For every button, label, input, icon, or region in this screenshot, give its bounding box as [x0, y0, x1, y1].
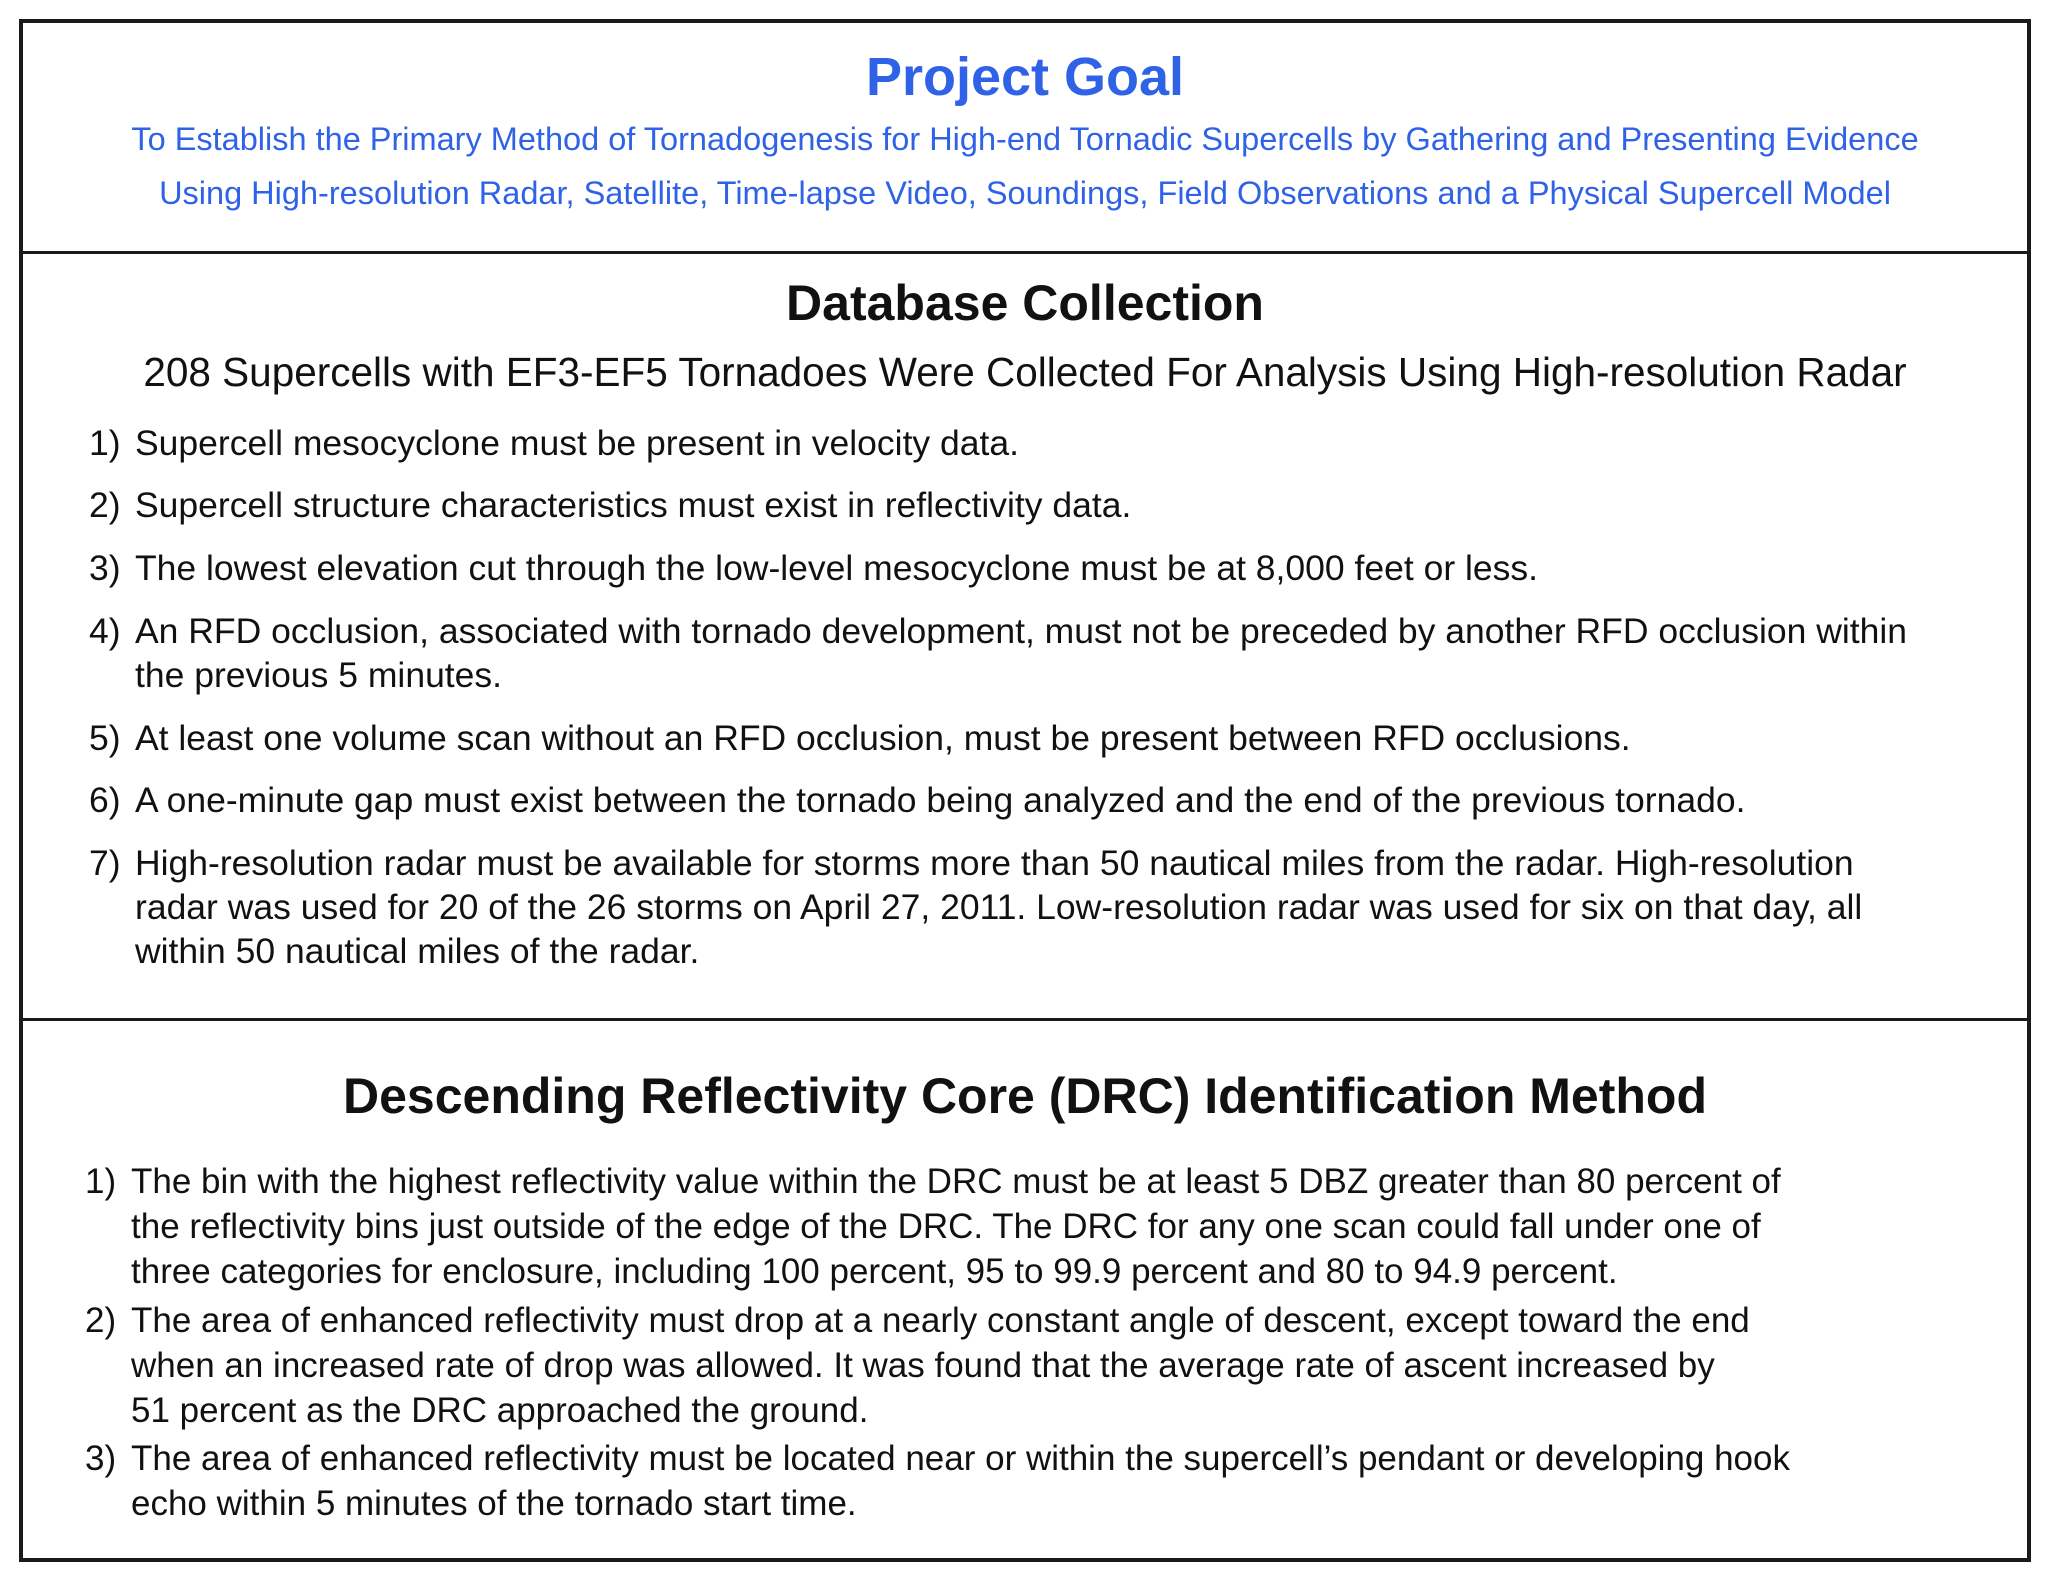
item-text: The area of enhanced reflectivity must drop at a nearly constant angle of descent, except toward the end	[131, 1301, 1750, 1340]
item-number: 5)	[89, 718, 121, 758]
project-goal-title: Project Goal	[865, 47, 1185, 107]
item-number: 3)	[85, 1439, 117, 1478]
item-number: 2)	[85, 1301, 117, 1340]
item-text: The lowest elevation cut through the low-level mesocyclone must be at 8,000 feet or less.	[135, 548, 1538, 588]
item-number: 1)	[85, 1162, 117, 1201]
item-text: The bin with the highest reflectivity value within the DRC must be at least 5 DBZ greater than 80 percent of	[131, 1162, 1781, 1201]
item-number: 3)	[89, 548, 121, 588]
item-text: An RFD occlusion, associated with tornado development, must not be preceded by another RFD occlusion within	[135, 611, 1907, 651]
item-text-continued: radar was used for 20 of the 26 storms on April 27, 2011. Low-resolution radar was used for six on that day, all	[135, 887, 1863, 927]
database-collection-subtitle: 208 Supercells with EF3-EF5 Tornadoes Were Collected For Analysis Using High-resolution Radar	[143, 349, 1907, 395]
item-number: 6)	[89, 780, 121, 820]
database-collection-title: Database Collection	[786, 275, 1264, 331]
item-text-continued: within 50 nautical miles of the radar.	[135, 931, 700, 971]
item-text: Supercell structure characteristics must exist in reflectivity data.	[135, 485, 1132, 525]
item-text: Supercell mesocyclone must be present in velocity data.	[135, 423, 1019, 463]
item-text-continued: echo within 5 minutes of the tornado start time.	[131, 1484, 857, 1523]
database-criteria-item	[89, 609, 1907, 697]
item-number: 1)	[89, 423, 121, 463]
project-goal-line-2: Using High-resolution Radar, Satellite, Time-lapse Video, Soundings, Field Observations and a Physical Supercell Model	[159, 175, 1891, 211]
database-criteria-item	[89, 421, 1019, 465]
drc-criteria-item	[85, 1436, 1790, 1526]
section-divider	[23, 251, 2027, 254]
item-text: High-resolution radar must be available for storms more than 50 nautical miles from the radar. High-resolution	[135, 843, 1854, 883]
drc-criteria-item	[85, 1159, 1781, 1294]
drc-criteria-item	[85, 1298, 1750, 1433]
project-goal-line-1: To Establish the Primary Method of Tornadogenesis for High-end Tornadic Supercells by Gathering and Presenting Evidence	[131, 121, 1919, 157]
item-number: 7)	[89, 843, 121, 883]
item-text-continued: the previous 5 minutes.	[135, 655, 503, 695]
item-text-continued: three categories for enclosure, including 100 percent, 95 to 99.9 percent and 80 to 94.9 percent.	[131, 1252, 1618, 1291]
item-number: 4)	[89, 611, 121, 651]
item-text: At least one volume scan without an RFD occlusion, must be present between RFD occlusions.	[135, 718, 1631, 758]
database-criteria-item	[89, 546, 1538, 590]
item-text-continued: the reflectivity bins just outside of the edge of the DRC. The DRC for any one scan could fall under one of	[131, 1207, 1761, 1246]
database-criteria-item	[89, 778, 1745, 822]
item-number: 2)	[89, 485, 121, 525]
item-text-continued: 51 percent as the DRC approached the ground.	[131, 1391, 869, 1430]
item-text: A one-minute gap must exist between the tornado being analyzed and the end of the previous tornado.	[135, 780, 1746, 820]
section-divider	[23, 1018, 2027, 1021]
item-text-continued: when an increased rate of drop was allowed. It was found that the average rate of ascent increased by	[131, 1346, 1715, 1385]
document-frame	[19, 19, 2031, 1562]
database-criteria-item	[89, 841, 1862, 973]
item-text: The area of enhanced reflectivity must be located near or within the supercell’s pendant or developing hook	[131, 1439, 1790, 1478]
drc-method-title: Descending Reflectivity Core (DRC) Identification Method	[342, 1068, 1707, 1124]
database-criteria-item	[89, 716, 1631, 760]
database-criteria-item	[89, 483, 1131, 527]
